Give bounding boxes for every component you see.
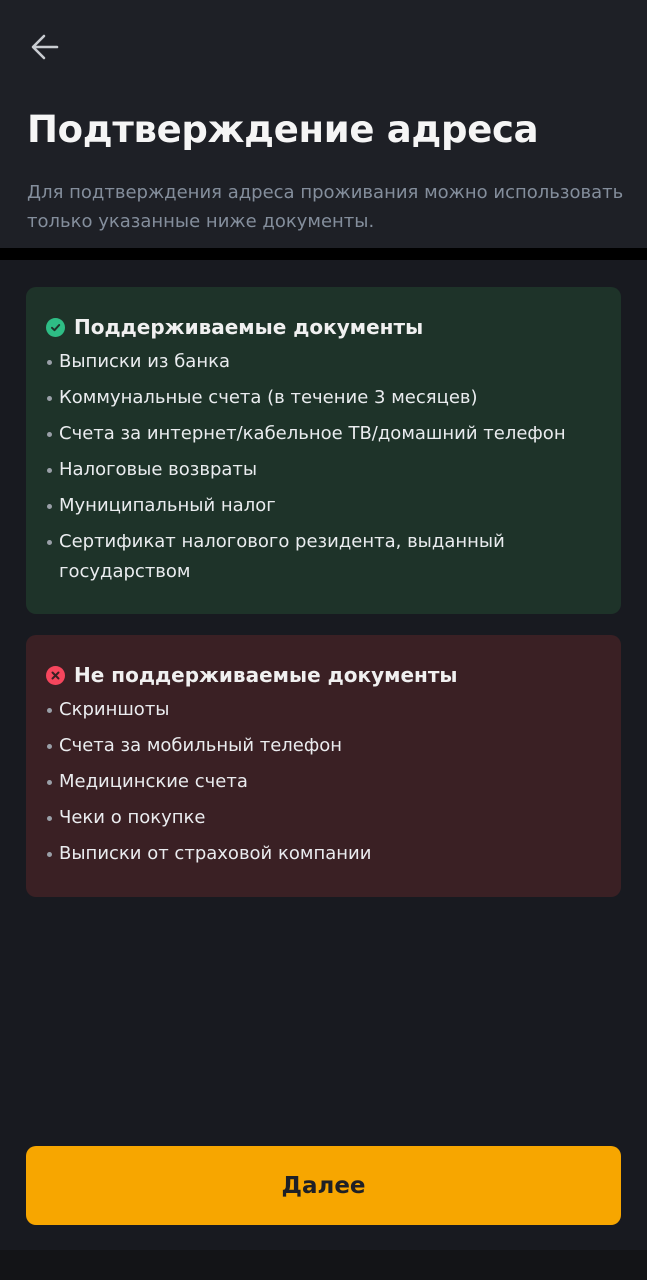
list-item: Налоговые возвраты <box>46 455 601 485</box>
system-navigation-bar <box>0 1250 647 1280</box>
list-item: Медицинские счета <box>46 767 601 797</box>
supported-documents-card <box>26 287 621 614</box>
supported-documents-header <box>46 313 601 341</box>
list-item: Выписки из банка <box>46 347 601 377</box>
list-item: Коммунальные счета (в течение 3 месяцев) <box>46 383 601 413</box>
list-item: Муниципальный налог <box>46 491 601 521</box>
back-button[interactable] <box>22 24 68 70</box>
supported-documents-list <box>46 347 601 587</box>
next-button[interactable]: Далее <box>26 1146 621 1225</box>
page-subtitle: Для подтверждения адреса проживания можно использовать только указанные ниже документы. <box>27 182 624 232</box>
list-item: Скриншоты <box>46 695 601 725</box>
section-divider <box>0 248 647 260</box>
list-item: Чеки о покупке <box>46 803 601 833</box>
unsupported-documents-title: Не поддерживаемые документы <box>74 663 458 687</box>
unsupported-documents-list <box>46 695 601 869</box>
page-title: Подтверждение адреса <box>27 108 539 151</box>
list-item: Выписки от страховой компании <box>46 839 601 869</box>
check-circle-icon <box>46 318 65 337</box>
unsupported-documents-header <box>46 661 601 689</box>
list-item: Счета за мобильный телефон <box>46 731 601 761</box>
unsupported-documents-card <box>26 635 621 897</box>
supported-documents-title: Поддерживаемые документы <box>74 315 424 339</box>
list-item: Сертификат налогового резидента, выданный государством <box>46 527 601 587</box>
x-circle-icon <box>46 666 65 685</box>
arrow-left-icon <box>30 32 60 62</box>
list-item: Счета за интернет/кабельное ТВ/домашний телефон <box>46 419 601 449</box>
header <box>0 0 647 248</box>
